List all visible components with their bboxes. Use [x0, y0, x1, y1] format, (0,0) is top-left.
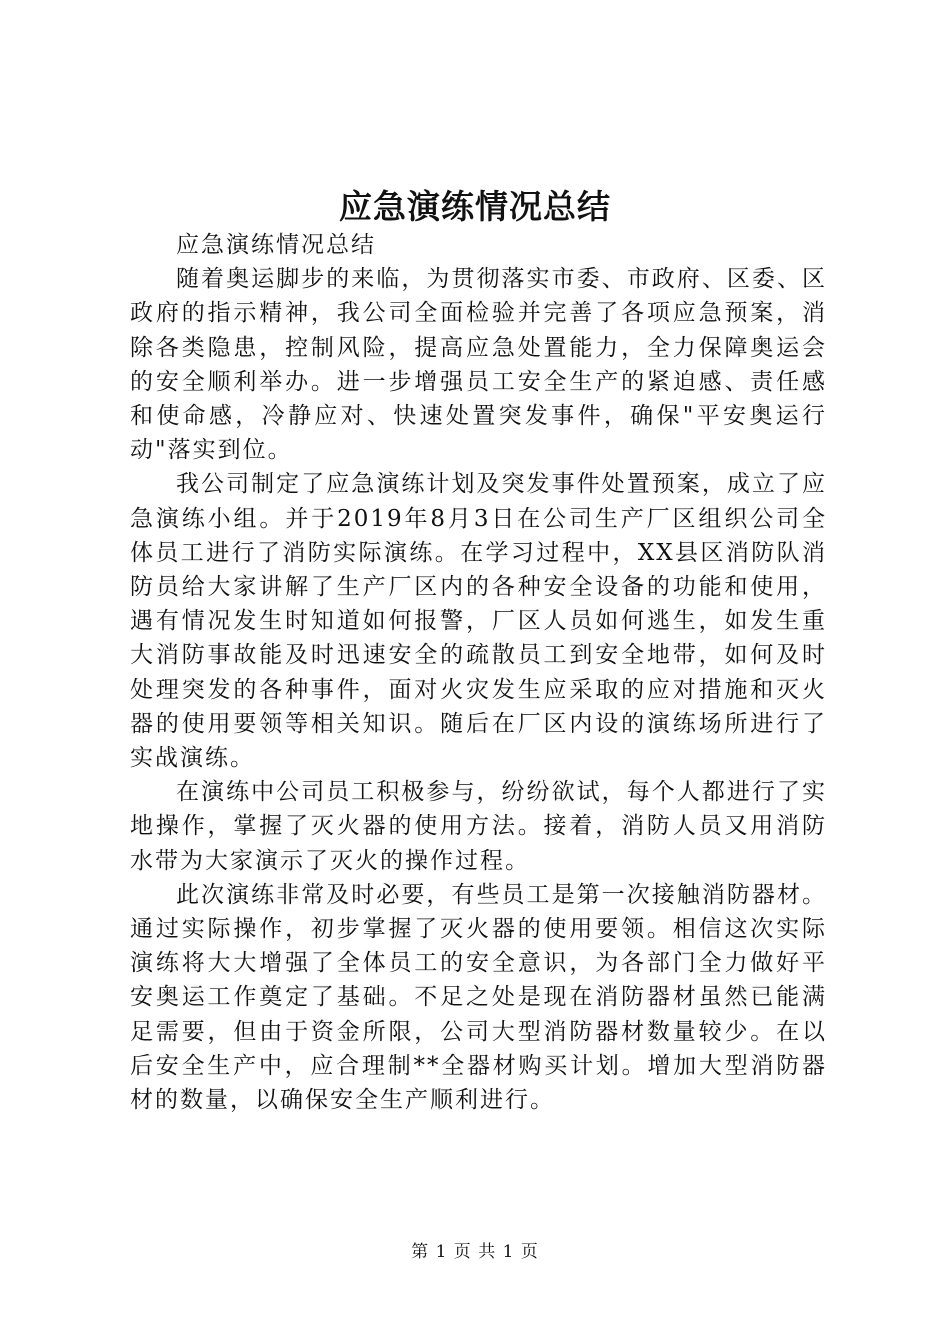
paragraph-2: 我公司制定了应急演练计划及突发事件处置预案，成立了应急演练小组。并于2019年8月3日在公司生产厂区组织公司全体员工进行了消防实际演练。在学习过程中，XX县区消防队消防员给大家讲解了生产厂区内的各种安全设备的功能和使用，遇有情况发生时知道如何报警，厂区人员如何逃生，如发生重大消防事故能及时迅速安全的疏散员工到安全地带，如何及时处理突发的各种事件，面对火灾发生应采取的应对措施和灭火器的使用要领等相关知识。随后在厂区内设的演练场所进行了实战演练。	[130, 471, 827, 772]
paragraph-4: 此次演练非常及时必要，有些员工是第一次接触消防器材。通过实际操作，初步掌握了灭火器的使用要领。相信这次实际演练将大大增强了全体员工的安全意识，为各部门全力做好平安奥运工作奠定了基础。不足之处是现在消防器材虽然已能满足需要，但由于资金所限，公司大型消防器材数量较少。在以后安全生产中，应合理制**全器材购买计划。增加大型消防器材的数量，以确保安全生产顺利进行。	[130, 881, 827, 1114]
paragraph-3: 在演练中公司员工积极参与，纷纷欲试，每个人都进行了实地操作，掌握了灭火器的使用方法。接着，消防人员又用消防水带为大家演示了灭火的操作过程。	[130, 779, 827, 874]
paragraph-subtitle: 应急演练情况总结	[176, 232, 376, 258]
document-title: 应急演练情况总结	[339, 187, 611, 226]
page-footer: 第 1 页 共 1 页	[411, 1242, 539, 1262]
document-body	[130, 228, 827, 1117]
paragraph-1: 随着奥运脚步的来临，为贯彻落实市委、市政府、区委、区政府的指示精神，我公司全面检验并完善了各项应急预案，消除各类隐患，控制风险，提高应急处置能力，全力保障奥运会的安全顺利举办。进一步增强员工安全生产的紧迫感、责任感和使命感，冷静应对、快速处置突发事件，确保"平安奥运行动"落实到位。	[130, 266, 827, 464]
